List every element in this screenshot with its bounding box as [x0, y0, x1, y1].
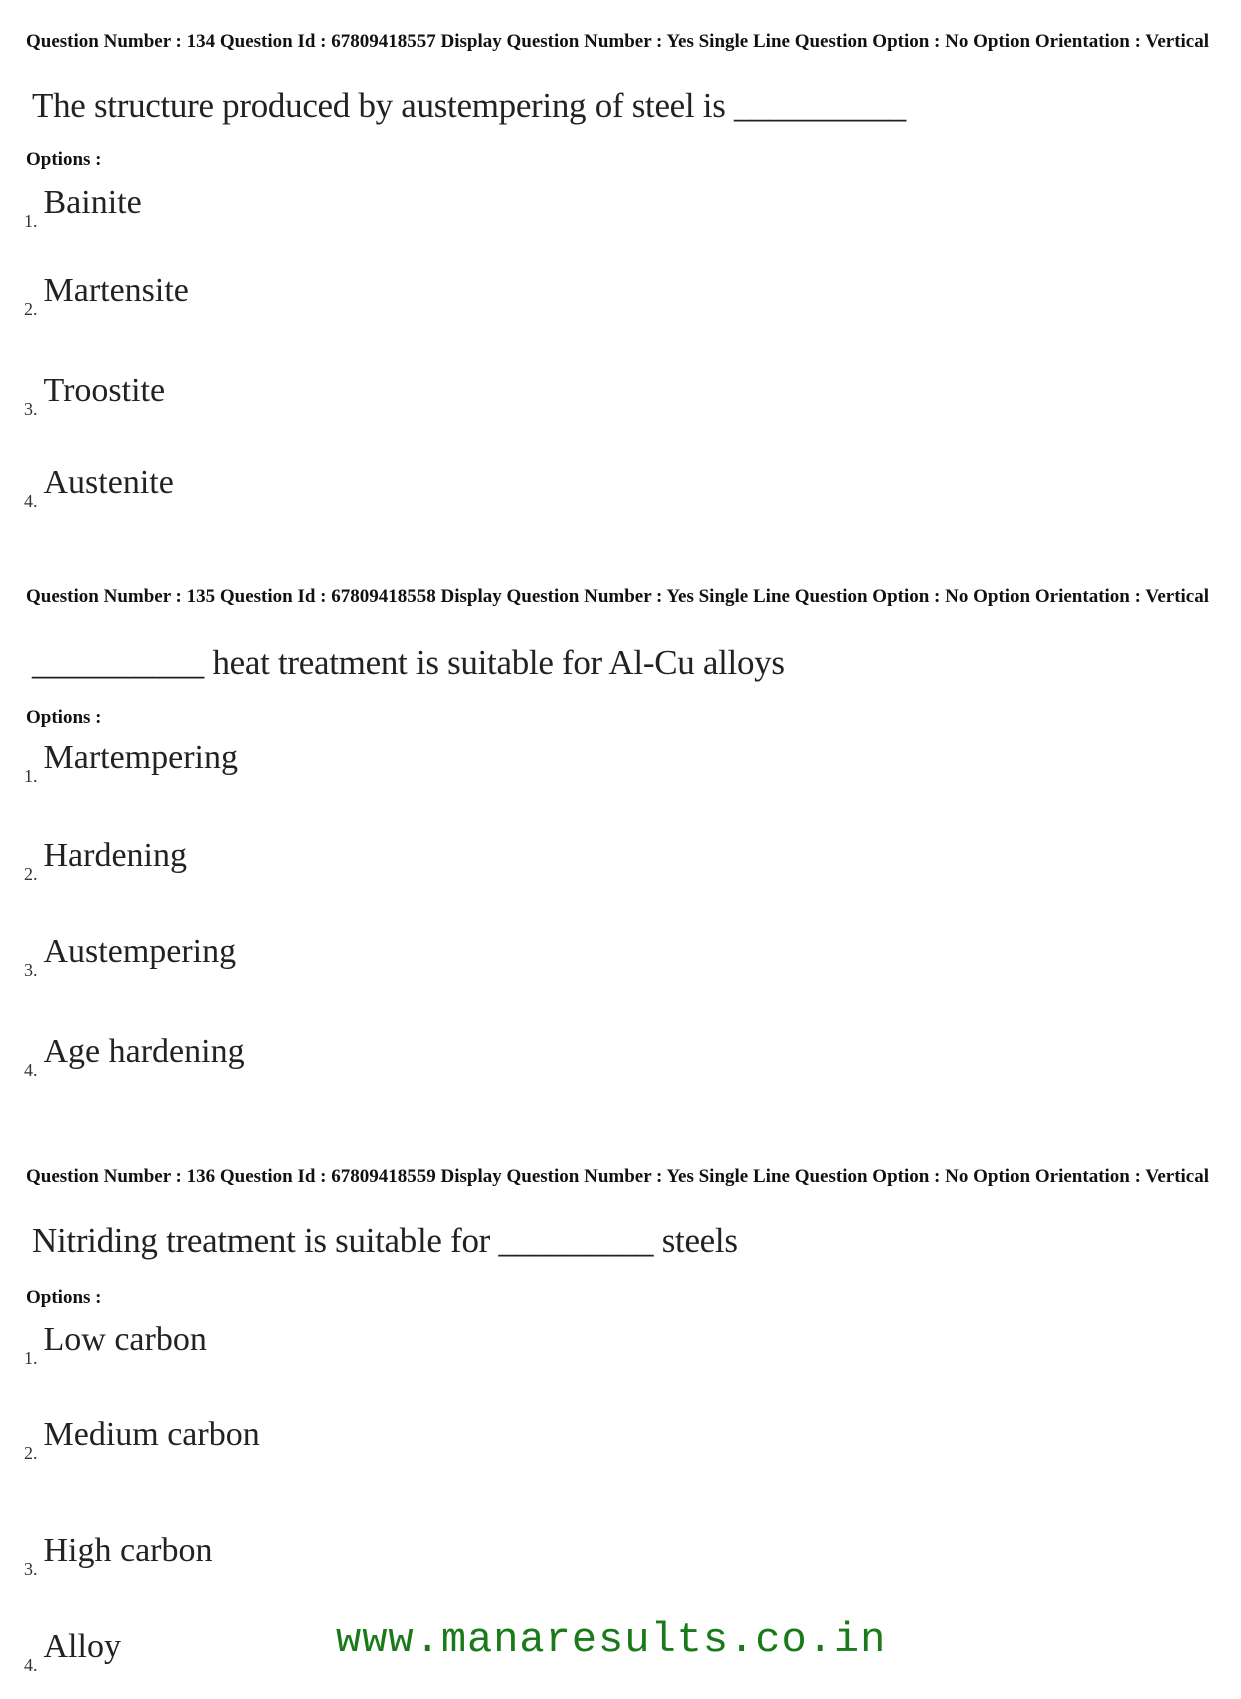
question-meta: Question Number : 134 Question Id : 67809418557 Display Question Number : Yes Single Line Question Option : No Option Orientation : Vertical — [26, 31, 1210, 52]
option-number: 2. — [24, 864, 38, 884]
option-item — [24, 837, 188, 884]
option-number: 3. — [24, 399, 38, 419]
option-number: 1. — [24, 211, 38, 231]
option-number: 4. — [24, 1655, 38, 1675]
option-item — [24, 184, 142, 231]
option-text: Low carbon — [43, 1321, 207, 1358]
option-number: 2. — [24, 299, 38, 319]
watermark-link: www.manaresults.co.in — [336, 1616, 887, 1664]
option-item — [24, 372, 166, 419]
option-text: High carbon — [43, 1532, 213, 1569]
option-item — [24, 739, 238, 786]
option-text: Martempering — [43, 739, 238, 776]
option-number: 4. — [24, 1060, 38, 1080]
option-number: 3. — [24, 960, 38, 980]
question-text: Nitriding treatment is suitable for _________ steels — [32, 1221, 738, 1260]
option-number: 4. — [24, 491, 38, 511]
option-text: Medium carbon — [43, 1416, 260, 1453]
option-text: Austenite — [43, 464, 174, 501]
option-item — [24, 1416, 260, 1463]
options-label: Options : — [26, 707, 102, 728]
option-item — [24, 1033, 245, 1080]
options-label: Options : — [26, 1287, 102, 1308]
option-item — [24, 1532, 213, 1579]
option-text: Troostite — [43, 372, 166, 409]
option-text: Austempering — [43, 933, 237, 970]
option-item — [24, 464, 174, 511]
option-text: Hardening — [43, 837, 188, 874]
option-item — [24, 1321, 207, 1368]
option-text: Martensite — [43, 272, 189, 309]
option-number: 2. — [24, 1443, 38, 1463]
option-item — [24, 933, 237, 980]
option-text: Age hardening — [43, 1033, 245, 1070]
question-text: __________ heat treatment is suitable for Al-Cu alloys — [32, 643, 785, 682]
question-meta: Question Number : 135 Question Id : 67809418558 Display Question Number : Yes Single Line Question Option : No Option Orientation : Vertical — [26, 586, 1210, 607]
option-text: Alloy — [43, 1628, 121, 1665]
question-meta: Question Number : 136 Question Id : 67809418559 Display Question Number : Yes Single Line Question Option : No Option Orientation : Vertical — [26, 1166, 1210, 1187]
option-number: 3. — [24, 1559, 38, 1579]
option-number: 1. — [24, 1348, 38, 1368]
option-text: Bainite — [43, 184, 142, 221]
option-item — [24, 272, 189, 319]
option-item — [24, 1628, 121, 1675]
option-number: 1. — [24, 766, 38, 786]
options-label: Options : — [26, 149, 102, 170]
question-text: The structure produced by austempering of steel is __________ — [32, 86, 906, 125]
